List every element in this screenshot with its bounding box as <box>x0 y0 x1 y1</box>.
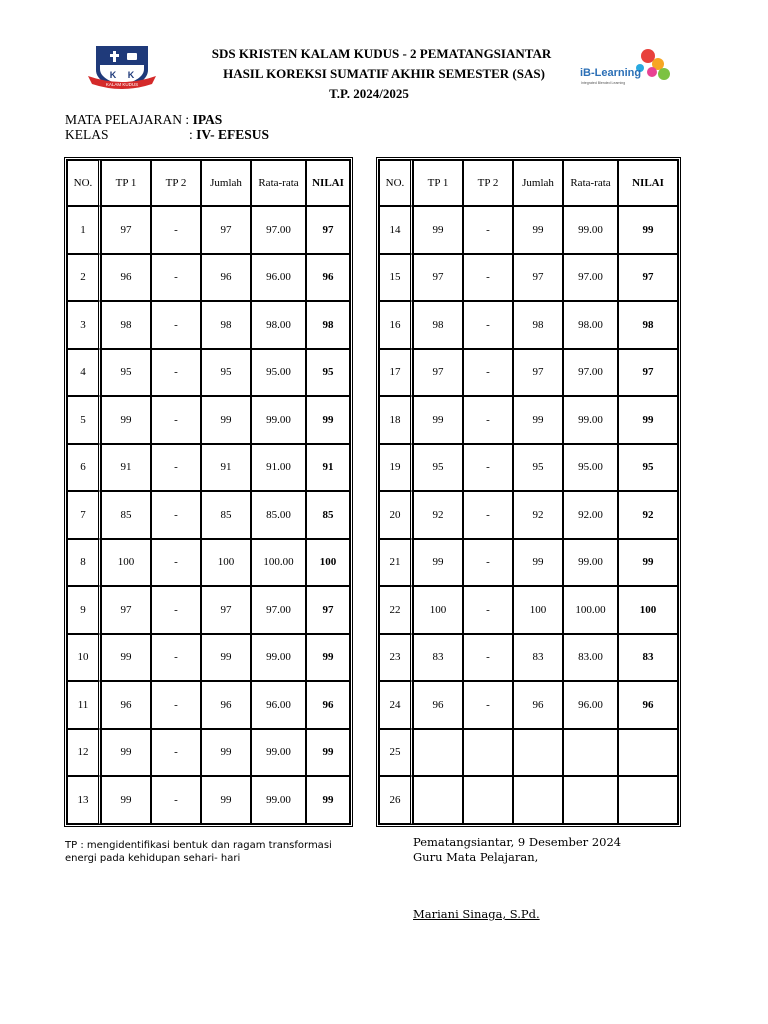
cell-tp2: - <box>151 254 201 302</box>
cell-nilai: 97 <box>618 254 678 302</box>
cell-no: 4 <box>67 349 101 397</box>
table-row <box>379 776 678 824</box>
cell-jumlah: 98 <box>201 301 251 349</box>
cell-jumlah: 99 <box>513 396 563 444</box>
cell-no: 11 <box>67 681 101 729</box>
grade-table-right <box>376 157 681 827</box>
cell-rata: 96.00 <box>251 254 306 302</box>
cell-jumlah: 99 <box>201 634 251 682</box>
cell-no: 8 <box>67 539 101 587</box>
school-year: T.P. 2024/2025 <box>329 86 409 101</box>
cell-tp1: 97 <box>413 349 463 397</box>
cell-tp1: 100 <box>413 586 463 634</box>
cell-nilai: 99 <box>618 396 678 444</box>
cell-jumlah <box>513 729 563 777</box>
ib-learning-logo <box>578 44 674 90</box>
ib-learning-tagline: Integrated Blended Learning <box>581 81 626 85</box>
cell-nilai: 98 <box>618 301 678 349</box>
table-row <box>67 396 350 444</box>
cell-no: 14 <box>379 206 413 254</box>
cell-tp1: 92 <box>413 491 463 539</box>
subject-label: MATA PELAJARAN : <box>65 112 193 127</box>
cell-tp2: - <box>463 396 513 444</box>
cell-rata: 99.00 <box>251 396 306 444</box>
cell-rata <box>563 729 618 777</box>
cell-jumlah: 96 <box>513 681 563 729</box>
cell-no: 20 <box>379 491 413 539</box>
cell-tp2 <box>463 729 513 777</box>
table-row <box>379 491 678 539</box>
cell-tp1: 96 <box>101 254 151 302</box>
cell-tp1: 97 <box>101 586 151 634</box>
cell-tp1: 99 <box>101 776 151 824</box>
cell-tp1: 96 <box>413 681 463 729</box>
cell-jumlah: 97 <box>513 254 563 302</box>
cell-rata: 100.00 <box>563 586 618 634</box>
cell-tp1: 99 <box>101 634 151 682</box>
cell-nilai: 96 <box>306 254 350 302</box>
cell-tp2: - <box>463 206 513 254</box>
cell-tp2: - <box>463 634 513 682</box>
cell-jumlah: 99 <box>201 396 251 444</box>
header-jumlah: Jumlah <box>513 160 563 206</box>
table-row <box>379 681 678 729</box>
cell-no: 24 <box>379 681 413 729</box>
cell-jumlah: 99 <box>201 729 251 777</box>
cell-nilai: 83 <box>618 634 678 682</box>
cell-jumlah: 99 <box>513 539 563 587</box>
cell-rata: 95.00 <box>563 444 618 492</box>
cell-tp1: 96 <box>101 681 151 729</box>
cell-tp1: 97 <box>413 254 463 302</box>
table-row <box>67 586 350 634</box>
header-rata: Rata-rata <box>563 160 618 206</box>
table-row <box>67 539 350 587</box>
cell-no: 18 <box>379 396 413 444</box>
cell-nilai: 99 <box>306 396 350 444</box>
teacher-role: Guru Mata Pelajaran, <box>413 850 539 864</box>
cell-rata: 98.00 <box>251 301 306 349</box>
cell-no: 6 <box>67 444 101 492</box>
cell-rata: 99.00 <box>251 729 306 777</box>
table-row <box>379 206 678 254</box>
cell-tp2 <box>463 776 513 824</box>
cell-no: 17 <box>379 349 413 397</box>
cell-jumlah: 99 <box>201 776 251 824</box>
header-nilai: NILAI <box>306 160 350 206</box>
cell-tp1 <box>413 729 463 777</box>
class-value: IV- EFESUS <box>196 127 270 142</box>
cell-rata: 99.00 <box>563 206 618 254</box>
table-row <box>379 254 678 302</box>
logo-letter-k2: K <box>127 70 135 80</box>
cell-tp2: - <box>463 539 513 587</box>
cell-jumlah: 100 <box>201 539 251 587</box>
cell-no: 12 <box>67 729 101 777</box>
cell-jumlah: 97 <box>201 586 251 634</box>
cell-tp1: 95 <box>101 349 151 397</box>
header-rata: Rata-rata <box>251 160 306 206</box>
cell-tp1 <box>413 776 463 824</box>
table-row <box>67 206 350 254</box>
cell-tp2: - <box>151 586 201 634</box>
cell-nilai: 98 <box>306 301 350 349</box>
logo-letter-k1: K <box>109 70 117 80</box>
header-tp2: TP 2 <box>151 160 201 206</box>
cell-jumlah <box>513 776 563 824</box>
cell-no: 19 <box>379 444 413 492</box>
table-row <box>67 444 350 492</box>
document-meta <box>65 112 269 142</box>
cell-tp1: 99 <box>413 396 463 444</box>
cell-tp1: 85 <box>101 491 151 539</box>
table-row <box>67 254 350 302</box>
cell-tp2: - <box>463 586 513 634</box>
cell-tp1: 99 <box>101 396 151 444</box>
table-row <box>67 634 350 682</box>
report-title: HASIL KOREKSI SUMATIF AKHIR SEMESTER (SAS) <box>223 66 545 81</box>
table-row <box>67 491 350 539</box>
cell-nilai: 91 <box>306 444 350 492</box>
table-row <box>379 539 678 587</box>
cell-rata: 97.00 <box>251 586 306 634</box>
cell-rata: 97.00 <box>563 254 618 302</box>
cell-rata: 92.00 <box>563 491 618 539</box>
school-logo <box>86 44 158 90</box>
cell-tp1: 83 <box>413 634 463 682</box>
table-row <box>67 681 350 729</box>
cell-rata: 83.00 <box>563 634 618 682</box>
cell-rata: 96.00 <box>251 681 306 729</box>
subject-value: IPAS <box>192 112 223 127</box>
cell-tp2: - <box>463 444 513 492</box>
cell-rata: 100.00 <box>251 539 306 587</box>
cell-rata: 85.00 <box>251 491 306 539</box>
grade-table-left <box>64 157 353 827</box>
table-row <box>379 444 678 492</box>
cell-tp1: 95 <box>413 444 463 492</box>
header-jumlah: Jumlah <box>201 160 251 206</box>
cell-rata: 98.00 <box>563 301 618 349</box>
teacher-name: Mariani Sinaga, S.Pd. <box>413 907 540 921</box>
header-nilai: NILAI <box>618 160 678 206</box>
cell-tp2: - <box>151 206 201 254</box>
cell-tp1: 99 <box>413 539 463 587</box>
cell-jumlah: 92 <box>513 491 563 539</box>
cell-tp1: 98 <box>413 301 463 349</box>
cell-nilai: 95 <box>618 444 678 492</box>
cell-nilai: 95 <box>306 349 350 397</box>
cell-rata: 99.00 <box>251 634 306 682</box>
cell-jumlah: 85 <box>201 491 251 539</box>
cell-rata: 99.00 <box>563 396 618 444</box>
table-row <box>379 729 678 777</box>
cell-tp2: - <box>463 301 513 349</box>
cell-jumlah: 95 <box>513 444 563 492</box>
logo-banner-text: KALAM KUDUS <box>105 82 139 87</box>
cell-no: 2 <box>67 254 101 302</box>
cell-nilai: 100 <box>306 539 350 587</box>
ib-learning-wordmark: iB-Learning <box>580 67 642 79</box>
cell-jumlah: 96 <box>201 681 251 729</box>
cell-no: 3 <box>67 301 101 349</box>
place-date: Pematangsiantar, 9 Desember 2024 <box>413 835 622 849</box>
cell-nilai <box>618 776 678 824</box>
header-no: NO. <box>379 160 413 206</box>
cell-tp1: 100 <box>101 539 151 587</box>
cell-rata: 99.00 <box>251 776 306 824</box>
cell-nilai: 99 <box>306 634 350 682</box>
cell-tp1: 98 <box>101 301 151 349</box>
footnote-line-2: energi pada kehidupan sehari- hari <box>65 853 241 864</box>
footnote-line-1: TP : mengidentifikasi bentuk dan ragam transformasi <box>65 840 332 851</box>
cell-nilai: 99 <box>306 729 350 777</box>
cell-jumlah: 100 <box>513 586 563 634</box>
header-tp1: TP 1 <box>413 160 463 206</box>
tp-footnote <box>65 839 365 865</box>
cell-jumlah: 98 <box>513 301 563 349</box>
cell-tp2: - <box>151 491 201 539</box>
cell-tp1: 97 <box>101 206 151 254</box>
cell-nilai: 96 <box>306 681 350 729</box>
class-separator: : <box>189 127 197 142</box>
cell-tp2: - <box>463 491 513 539</box>
cell-no: 5 <box>67 396 101 444</box>
cell-nilai: 97 <box>306 586 350 634</box>
cell-no: 13 <box>67 776 101 824</box>
cell-nilai: 99 <box>618 206 678 254</box>
cell-tp2: - <box>463 681 513 729</box>
cell-jumlah: 91 <box>201 444 251 492</box>
table-row <box>67 301 350 349</box>
cell-nilai: 96 <box>618 681 678 729</box>
cell-tp2: - <box>151 729 201 777</box>
cell-no: 10 <box>67 634 101 682</box>
cell-rata: 91.00 <box>251 444 306 492</box>
cell-tp2: - <box>151 681 201 729</box>
cell-tp2: - <box>151 301 201 349</box>
cell-jumlah: 97 <box>513 349 563 397</box>
cell-no: 9 <box>67 586 101 634</box>
cell-nilai: 92 <box>618 491 678 539</box>
cell-no: 22 <box>379 586 413 634</box>
cell-rata: 97.00 <box>251 206 306 254</box>
table-row <box>67 729 350 777</box>
table-row <box>67 776 350 824</box>
table-row <box>379 349 678 397</box>
cell-nilai: 100 <box>618 586 678 634</box>
signature-block <box>413 835 621 865</box>
cell-rata: 99.00 <box>563 539 618 587</box>
cell-tp1: 99 <box>101 729 151 777</box>
cell-no: 1 <box>67 206 101 254</box>
cell-no: 23 <box>379 634 413 682</box>
cell-tp1: 99 <box>413 206 463 254</box>
cell-no: 25 <box>379 729 413 777</box>
cell-nilai <box>618 729 678 777</box>
cell-nilai: 97 <box>306 206 350 254</box>
table-row <box>379 586 678 634</box>
header-tp2: TP 2 <box>463 160 513 206</box>
cell-tp2: - <box>463 349 513 397</box>
cell-rata: 97.00 <box>563 349 618 397</box>
cell-no: 7 <box>67 491 101 539</box>
cell-jumlah: 83 <box>513 634 563 682</box>
cell-rata <box>563 776 618 824</box>
cell-tp2: - <box>463 254 513 302</box>
cell-jumlah: 95 <box>201 349 251 397</box>
cell-jumlah: 99 <box>513 206 563 254</box>
cell-nilai: 99 <box>306 776 350 824</box>
cell-tp2: - <box>151 396 201 444</box>
cell-tp2: - <box>151 539 201 587</box>
table-row <box>379 301 678 349</box>
cell-rata: 96.00 <box>563 681 618 729</box>
cell-jumlah: 96 <box>201 254 251 302</box>
cell-jumlah: 97 <box>201 206 251 254</box>
cell-no: 26 <box>379 776 413 824</box>
table-row <box>67 349 350 397</box>
cell-tp2: - <box>151 444 201 492</box>
school-name: SDS KRISTEN KALAM KUDUS - 2 PEMATANGSIANTAR <box>211 46 552 61</box>
cell-rata: 95.00 <box>251 349 306 397</box>
cell-tp2: - <box>151 776 201 824</box>
cell-tp2: - <box>151 634 201 682</box>
cell-no: 15 <box>379 254 413 302</box>
header-no: NO. <box>67 160 101 206</box>
class-label: KELAS <box>65 127 109 142</box>
cell-nilai: 97 <box>618 349 678 397</box>
cell-tp2: - <box>151 349 201 397</box>
cell-tp1: 91 <box>101 444 151 492</box>
cell-no: 21 <box>379 539 413 587</box>
cell-no: 16 <box>379 301 413 349</box>
cell-nilai: 99 <box>618 539 678 587</box>
table-row <box>379 634 678 682</box>
cell-nilai: 85 <box>306 491 350 539</box>
header-tp1: TP 1 <box>101 160 151 206</box>
table-row <box>379 396 678 444</box>
